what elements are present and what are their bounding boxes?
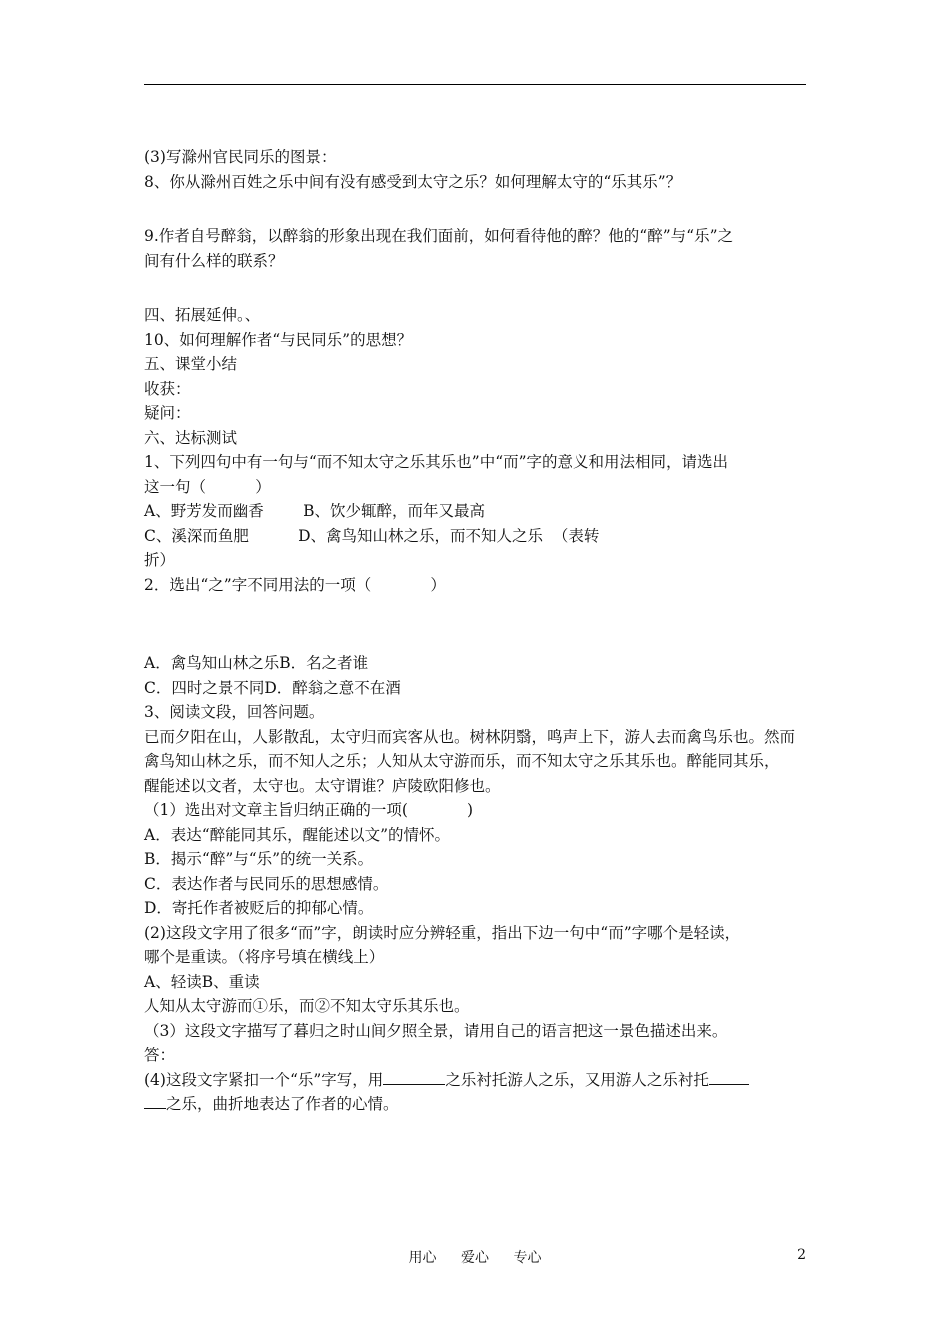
option-line: B．揭示“醉”与“乐”的统一关系。 (144, 850, 374, 868)
test-question-1: 1、下列四句中有一句与“而不知太守之乐其乐也”中“而”字的意义和用法相同，请选出 (144, 453, 729, 471)
text-line: 哪个是重读。（将序号填在横线上） (144, 948, 385, 966)
passage-line: 醒能述以文者，太守也。太守谓谁？庐陵欧阳修也。 (144, 776, 501, 795)
sub-question-4 (144, 1068, 809, 1093)
fill-blank[interactable] (383, 1070, 445, 1085)
question-8: 8、你从滁州百姓之乐中间有没有感受到太守之乐？如何理解太守的“乐其乐”？ (144, 172, 682, 191)
footer-word: 用心 (408, 1250, 437, 1266)
text-line: 疑问： (144, 404, 191, 422)
option-line: A、轻读B、重读 (144, 972, 260, 991)
option-line: C．表达作者与民同乐的思想感情。 (144, 874, 389, 893)
text-fragment: (4)这段文字紧扣一个“乐”字写，用 (144, 1070, 384, 1089)
text-line: 收获： (144, 379, 191, 398)
test-question-2: 2．选出“之”字不同用法的一项（ ） (144, 575, 446, 594)
text-fragment: 之乐衬托游人之乐，又用游人之乐衬托 (445, 1070, 709, 1089)
footer-word: 爱心 (461, 1250, 489, 1266)
answer-label: 答： (144, 1046, 176, 1064)
text-line: (3)写滁州官民同乐的图景： (144, 148, 337, 166)
passage-line: 禽鸟知山林之乐，而不知人之乐；人知从太守游而乐，而不知太守之乐其乐也。醉能同其乐， (144, 752, 780, 770)
fill-blank[interactable] (709, 1070, 749, 1085)
sub-question-1: （1）选出对文章主旨归纳正确的一项( ) (144, 801, 474, 819)
footer-word: 专心 (513, 1250, 542, 1266)
section-heading: 四、拓展延伸。、 (144, 306, 261, 324)
test-question-3: 3、阅读文段，回答问题。 (144, 703, 325, 721)
section-heading: 五、课堂小结 (144, 355, 238, 373)
option-line: C、溪深而鱼肥 D、禽鸟知山林之乐，而不知人之乐 （表转 (144, 526, 600, 545)
page-number: 2 (797, 1247, 806, 1263)
text-line: 折） (144, 551, 176, 569)
option-line: A．表达“醉能同其乐，醒能述以文”的情怀。 (144, 825, 451, 844)
document-body (144, 145, 809, 1117)
option-line: D．寄托作者被贬后的抑郁心情。 (144, 899, 374, 917)
question-9: 9.作者自号醉翁，以醉翁的形象出现在我们面前，如何看待他的醉？他的“醉”与“乐”之 (144, 227, 733, 245)
question-10: 10、如何理解作者“与民同乐”的思想？ (144, 330, 413, 349)
text-line: 人知从太守游而①乐，而②不知太守乐其乐也。 (144, 997, 470, 1015)
header-rule (144, 84, 806, 85)
sub-question-3: （3）这段文字描写了暮归之时山间夕照全景，请用自己的语言把这一景色描述出来。 (144, 1021, 728, 1040)
section-heading: 六、达标测试 (144, 428, 238, 447)
option-line: A．禽鸟知山林之乐B．名之者谁 (144, 654, 369, 672)
passage-line: 已而夕阳在山，人影散乱，太守归而宾客从也。树林阴翳，鸣声上下，游人去而禽鸟乐也。然而 (144, 727, 796, 746)
footer-motto (0, 1247, 950, 1267)
text-fragment: 之乐，曲折地表达了作者的心情。 (166, 1095, 399, 1113)
sub-question-2: (2)这段文字用了很多“而”字，朗读时应分辨轻重，指出下边一句中“而”字哪个是轻读， (144, 923, 741, 942)
fill-blank[interactable] (144, 1094, 166, 1109)
text-line: 间有什么样的联系？ (144, 251, 284, 270)
text-line: 这一句（ ） (144, 477, 271, 496)
text-line (144, 1092, 809, 1117)
option-line: A、野芳发而幽香 B、饮少辄醉，而年又最高 (144, 502, 486, 520)
option-line: C．四时之景不同D．醉翁之意不在酒 (144, 678, 401, 697)
